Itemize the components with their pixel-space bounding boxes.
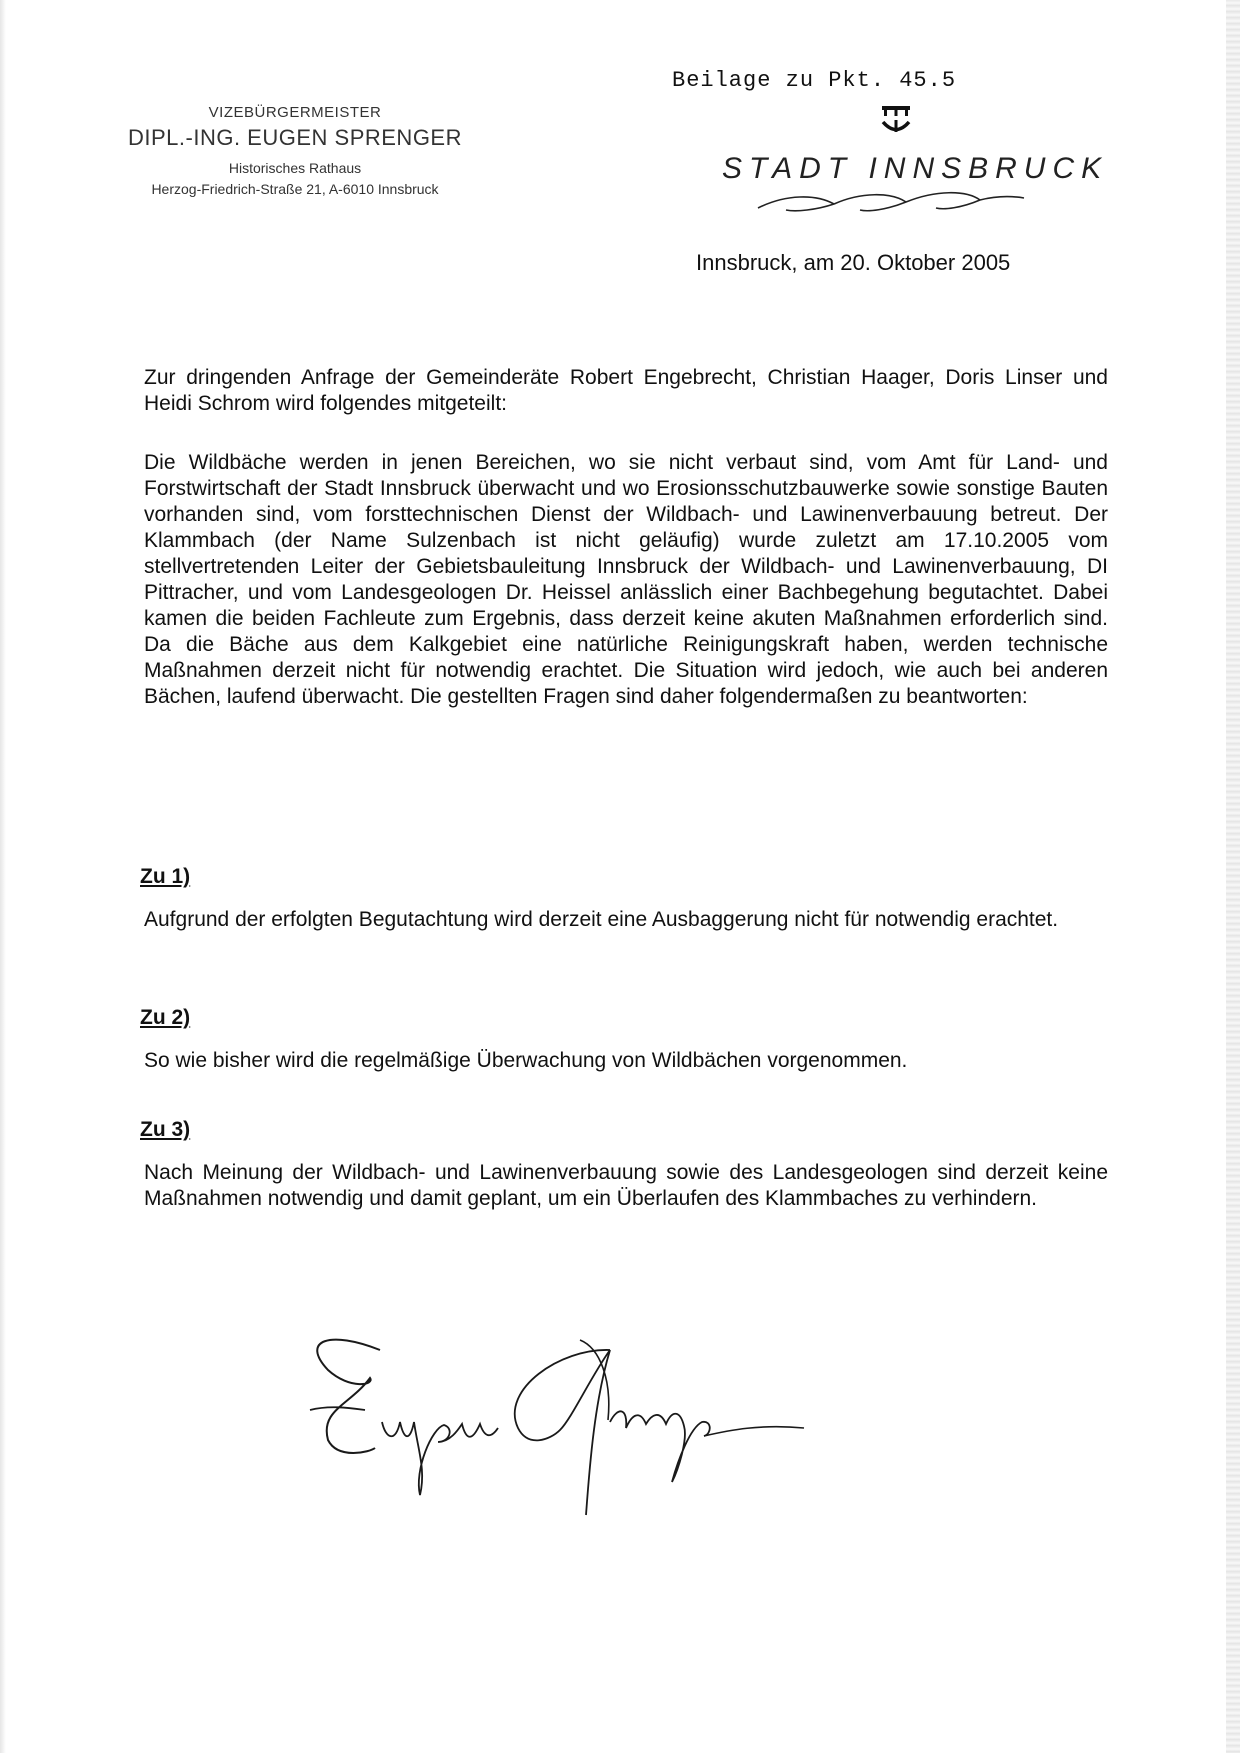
city-flourish-decoration xyxy=(756,190,1026,216)
answer-2-heading: Zu 2) xyxy=(140,1006,191,1029)
sender-role: VIZEBÜRGERMEISTER xyxy=(208,104,382,121)
answer-3-text: Nach Meinung der Wildbach- und Lawinenverbauung sowie des Landesgeologen sind derzeit keine Maßnahmen notwendig und damit geplant, um ein Überlaufen des Klammbaches zu verhindern. xyxy=(144,1161,1108,1210)
letter-date: Innsbruck, am 20. Oktober 2005 xyxy=(696,250,1011,275)
attachment-reference: Beilage zu Pkt. 45.5 xyxy=(672,68,957,93)
scan-edge-left xyxy=(0,0,6,1753)
answer-2-text: So wie bisher wird die regelmäßige Überwachung von Wildbächen vorgenommen. xyxy=(144,1049,908,1072)
handwritten-signature xyxy=(200,1310,920,1520)
intro-paragraph: Zur dringenden Anfrage der Gemeinderäte Robert Engebrecht, Christian Haager, Doris Linser und Heidi Schrom wird folgendes mitgeteilt: xyxy=(144,366,1108,415)
sender-block xyxy=(110,103,480,199)
main-paragraph: Die Wildbäche werden in jenen Bereichen, wo sie nicht verbaut sind, vom Amt für Land- und Forstwirtschaft der Stadt Innsbruck überwacht und wo Erosionsschutzbauwerke sowie sonstige Bauten vorhanden sind, vom forsttechnischen Dienst der Wildbach- und Lawinenverbauung betreut. Der Klammbach (der Name Sulzenbach ist nicht geläufig) wurde zuletzt am 17.10.2005 vom stellvertretenden Leiter der Gebietsbauleitung Innsbruck der Wildbach- und Lawinenverbauung, DI Pittracher, und vom Landesgeologen Dr. Heissel anlässlich einer Bachbegehung begutachtet. Dabei kamen die beiden Fachleute zum Ergebnis, dass derzeit keine akuten Maßnahmen erforderlich sind. Da die Bäche aus dem Kalkgebiet eine natürliche Reinigungskraft haben, werden technische Maßnahmen derzeit nicht für notwendig erachtet. Die Situation wird jedoch, wie auch bei anderen Bächen, laufend überwacht. Die gestellten Fragen sind daher folgendermaßen zu beantworten: xyxy=(144,451,1108,708)
sender-building: Historisches Rathaus xyxy=(228,160,362,176)
sender-address: Herzog-Friedrich-Straße 21, A-6010 Innsbruck xyxy=(151,181,439,197)
city-crest-icon xyxy=(878,103,914,139)
answer-1-heading: Zu 1) xyxy=(140,865,191,888)
city-name: STADT INNSBRUCK xyxy=(722,152,1109,185)
sender-name: DIPL.-ING. EUGEN SPRENGER xyxy=(127,125,462,150)
answer-1-text: Aufgrund der erfolgten Begutachtung wird derzeit eine Ausbaggerung nicht für notwendig erachtet. xyxy=(144,908,1059,931)
answer-3-heading: Zu 3) xyxy=(140,1118,191,1141)
scan-edge-right xyxy=(1226,0,1240,1753)
